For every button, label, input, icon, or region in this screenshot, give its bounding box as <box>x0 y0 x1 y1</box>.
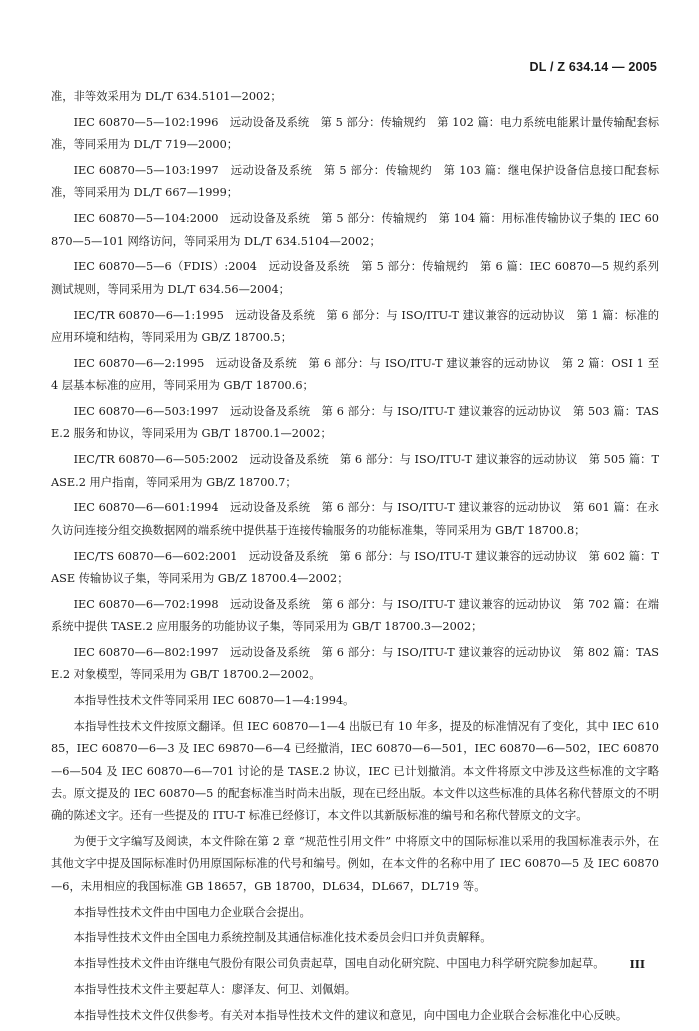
body-paragraph: IEC 60870—6—702:1998 远动设备及系统 第 6 部分：与 ISO/ITU-T 建议兼容的远动协议 第 702 篇：在端系统中提供 TASE.2 应用服务的功能协议子集，等同采用为 GB/T 18700.3—2002； <box>51 597 659 634</box>
page-number: III <box>629 958 645 971</box>
body-paragraph: IEC 60870—5—102:1996 远动设备及系统 第 5 部分：传输规约 第 102 篇：电力系统电能累计量传输配套标准，等同采用为 DL/T 719—2000； <box>51 115 659 152</box>
body-paragraph: IEC 60870—6—802:1997 远动设备及系统 第 6 部分：与 ISO/ITU-T 建议兼容的远动协议 第 802 篇：TASE.2 对象模型，等同采用为 GB/T 18700.2—2002。 <box>51 645 659 682</box>
body-paragraph: 本指导性技术文件主要起草人：廖泽友、何卫、刘佩娟。 <box>73 983 357 997</box>
body-paragraph: 本指导性技术文件按原文翻译。但 IEC 60870—1—4 出版已有 10 年多，提及的标准情况有了变化，其中 IEC 61085，IEC 60870—6—3 及 IEC 69870—6—4 已经撤消，IEC 60870—6—501，IEC 60870—6—502，IEC 60870—6—504 及 IEC 60870—6—701 讨论的是 TASE.2 协议，IEC 已计划撤消。本文件将原文中涉及这些标准的文字略去。原文提及的 IEC 60870—5 的配套标准当时尚未出版，现在已经出版。本文件以这些标准的具体名称代替原文的不明确的陈述文字。还有一些提及的 ITU-T 标准已经修订，本文件以其新版标准的编号和名称代替原文的文字。 <box>51 720 659 823</box>
body-paragraph: IEC 60870—6—503:1997 远动设备及系统 第 6 部分：与 ISO/ITU-T 建议兼容的远动协议 第 503 篇：TASE.2 服务和协议，等同采用为 GB/T 18700.1—2002； <box>51 405 659 441</box>
body-paragraph: IEC 60870—5—103:1997 远动设备及系统 第 5 部分：传输规约 第 103 篇：继电保护设备信息接口配套标准，等同采用为 DL/T 667—1999； <box>51 164 659 200</box>
body-paragraph: IEC/TS 60870—6—602:2001 远动设备及系统 第 6 部分：与 ISO/ITU-T 建议兼容的远动协议 第 602 篇：TASE 传输协议子集，等同采用为 GB/Z 18700.4—2002； <box>51 549 659 585</box>
body-paragraph: IEC 60870—5—104:2000 远动设备及系统 第 5 部分：传输规约 第 104 篇：用标准传输协议子集的 IEC 60870—5—101 网络访问，等同采用为 DL/T 634.5104—2002； <box>51 212 659 248</box>
body-paragraph: 本指导性技术文件等同采用 IEC 60870—1—4:1994。 <box>73 694 355 708</box>
body-paragraph: IEC/TR 60870—6—505:2002 远动设备及系统 第 6 部分：与 ISO/ITU-T 建议兼容的远动协议 第 505 篇：TASE.2 用户指南，等同采用为 GB/Z 18700.7； <box>51 453 659 489</box>
body-paragraph: 为便于文字编写及阅读，本文件除在第 2 章 “规范性引用文件” 中将原文中的国际标准以采用的我国标准表示外，在其他文字中提及国际标准时仍用原国际标准的代号和编号。例如，在本文件的名称中用了 IEC 60870—5 及 IEC 60870—6，未用相应的我国标准 GB 18657，GB 18700，DL634，DL667，DL719 等。 <box>51 835 659 893</box>
body-paragraph: IEC 60870—5—6（FDIS）:2004 远动设备及系统 第 5 部分：传输规约 第 6 篇：IEC 60870—5 规约系列测试规则，等同采用为 DL/T 634.56—2004； <box>51 260 659 296</box>
body-paragraph: 本指导性技术文件由许继电气股份有限公司负责起草，国电自动化研究院、中国电力科学研究院参加起草。 <box>73 957 605 971</box>
body-paragraph: IEC/TR 60870—6—1:1995 远动设备及系统 第 6 部分：与 ISO/ITU-T 建议兼容的远动协议 第 1 篇：标准的应用环境和结构，等同采用为 GB/Z 18700.5； <box>51 308 659 344</box>
body-paragraph: IEC 60870—6—2:1995 远动设备及系统 第 6 部分：与 ISO/ITU-T 建议兼容的远动协议 第 2 篇：OSI 1 至 4 层基本标准的应用，等同采用为 GB/T 18700.6； <box>51 356 659 393</box>
body-paragraph: 本指导性技术文件由中国电力企业联合会提出。 <box>73 905 311 919</box>
body-paragraph: 准，非等效采用为 DL/T 634.5101—2002； <box>51 90 282 103</box>
body-paragraph: 本指导性技术文件由全国电力系统控制及其通信标准化技术委员会归口并负责解释。 <box>73 931 492 945</box>
document-body <box>51 86 659 1031</box>
body-paragraph: 本指导性技术文件仅供参考。有关对本指导性技术文件的建议和意见，向中国电力企业联合会标准化中心反映。 <box>73 1009 628 1023</box>
body-paragraph: IEC 60870—6—601:1994 远动设备及系统 第 6 部分：与 ISO/ITU-T 建议兼容的远动协议 第 601 篇：在永久访问连接分组交换数据网的端系统中提供基于连接传输服务的功能标准集，等同采用为 GB/T 18700.8； <box>51 501 659 537</box>
document-code-header: DL / Z 634.14 — 2005 <box>529 60 657 74</box>
